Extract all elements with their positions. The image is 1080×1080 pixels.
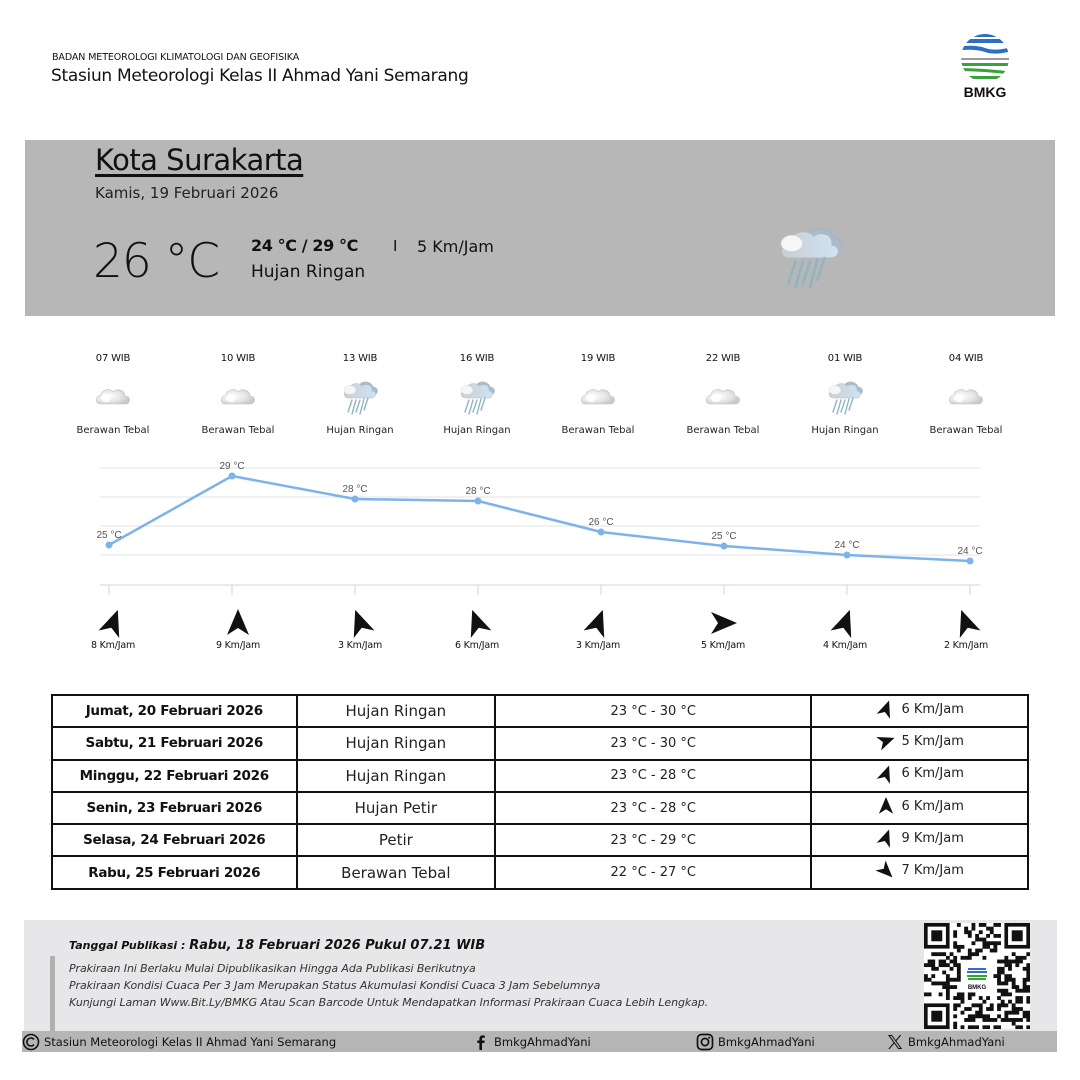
wind-item xyxy=(305,606,415,651)
wind-speed: 3 Km/Jam xyxy=(337,640,383,651)
cloud-icon xyxy=(944,376,988,420)
chart-point xyxy=(229,473,236,480)
day-wind-speed: 5 Km/Jam xyxy=(901,733,964,749)
day-date: Rabu, 25 Februari 2026 xyxy=(52,856,297,888)
day-condition: Hujan Ringan xyxy=(297,727,496,759)
day-wind-speed: 6 Km/Jam xyxy=(901,798,964,814)
chart-point xyxy=(967,558,974,565)
bmkg-logo-icon xyxy=(955,34,1015,84)
day-temperature: 22 °C - 27 °C xyxy=(495,856,811,888)
day-condition: Berawan Tebal xyxy=(297,856,496,888)
hourly-item xyxy=(417,353,537,436)
wind-direction-arrow-icon xyxy=(872,824,900,852)
separator: I xyxy=(393,237,398,255)
day-wind xyxy=(811,856,1028,888)
cloud-icon xyxy=(576,376,620,420)
wind-item xyxy=(668,606,778,651)
day-condition: Hujan Ringan xyxy=(297,695,496,727)
wind-direction-arrow-icon xyxy=(338,601,382,645)
table-row xyxy=(52,792,1028,824)
facebook-handle: BmkgAhmadYani xyxy=(494,1035,591,1049)
wind-speed: 3 Km/Jam xyxy=(575,640,621,651)
rain-cloud-icon xyxy=(455,376,499,420)
wind-speed: 9 Km/Jam xyxy=(215,640,261,651)
cloud-icon xyxy=(216,376,260,420)
wind-direction-arrow-icon xyxy=(91,601,135,645)
wind-direction-arrow-icon xyxy=(872,760,900,788)
bottom-bar xyxy=(22,1031,1057,1052)
table-row xyxy=(52,727,1028,759)
bmkg-logo-text: BMKG xyxy=(963,84,1007,100)
day-wind-speed: 6 Km/Jam xyxy=(901,701,964,717)
copyright-text: Stasiun Meteorologi Kelas II Ahmad Yani Semarang xyxy=(44,1035,337,1049)
day-wind xyxy=(811,792,1028,824)
wind-direction-arrow-icon xyxy=(872,695,900,723)
chart-point xyxy=(106,542,113,549)
chart-point xyxy=(721,543,728,550)
hour-condition: Berawan Tebal xyxy=(201,425,275,436)
hour-condition: Hujan Ringan xyxy=(811,425,879,436)
hourly-item xyxy=(538,353,658,436)
day-wind-speed: 6 Km/Jam xyxy=(901,766,964,782)
day-condition: Hujan Petir xyxy=(297,792,496,824)
x-handle: BmkgAhmadYani xyxy=(908,1035,1005,1049)
publication-date xyxy=(69,938,485,953)
x-link[interactable] xyxy=(886,1033,1005,1051)
day-wind-speed: 7 Km/Jam xyxy=(901,863,964,879)
x-icon xyxy=(886,1033,904,1051)
hour-condition: Berawan Tebal xyxy=(561,425,635,436)
wind-speed: 5 Km/Jam xyxy=(700,640,746,651)
day-temperature: 23 °C - 28 °C xyxy=(495,792,811,824)
wind-direction-arrow-icon xyxy=(944,601,988,645)
chart-point xyxy=(475,498,482,505)
rain-cloud-icon xyxy=(338,376,382,420)
current-wind-speed: 5 Km/Jam xyxy=(417,237,494,256)
day-temperature: 23 °C - 30 °C xyxy=(495,695,811,727)
city-name: Kota Surakarta xyxy=(95,143,304,177)
current-weather-panel xyxy=(25,140,1055,316)
hour-time: 16 WIB xyxy=(459,353,495,364)
hourly-item xyxy=(663,353,783,436)
wind-speed: 4 Km/Jam xyxy=(822,640,868,651)
chart-point xyxy=(352,496,359,503)
instagram-link[interactable] xyxy=(696,1033,815,1051)
copyright-icon xyxy=(22,1033,40,1051)
chart-point-label: 25 °C xyxy=(711,531,737,542)
cloud-icon xyxy=(91,376,135,420)
wind-item xyxy=(58,606,168,651)
chart-point-label: 26 °C xyxy=(588,517,614,528)
wind-direction-arrow-icon xyxy=(706,606,740,640)
facebook-icon xyxy=(472,1033,490,1051)
wind-item xyxy=(911,606,1021,651)
current-temperature: 26 °C xyxy=(93,234,220,289)
hour-condition: Hujan Ringan xyxy=(326,425,394,436)
hour-time: 19 WIB xyxy=(580,353,616,364)
chart-point-label: 24 °C xyxy=(834,540,860,551)
wind-speed: 8 Km/Jam xyxy=(90,640,136,651)
hour-time: 04 WIB xyxy=(948,353,984,364)
wind-direction-arrow-icon xyxy=(875,795,897,817)
day-temperature: 23 °C - 29 °C xyxy=(495,824,811,856)
day-date: Selasa, 24 Februari 2026 xyxy=(52,824,297,856)
day-condition: Petir xyxy=(297,824,496,856)
wind-direction-arrow-icon xyxy=(221,606,255,640)
wind-item xyxy=(543,606,653,651)
wind-item xyxy=(790,606,900,651)
org-name: BADAN METEOROLOGI KLIMATOLOGI DAN GEOFISIKA xyxy=(52,52,300,63)
hour-time: 13 WIB xyxy=(342,353,378,364)
wind-item xyxy=(183,606,293,651)
temperature-line-chart xyxy=(90,455,990,595)
footer-accent-bar xyxy=(50,956,55,1031)
hourly-item xyxy=(53,353,173,436)
hourly-item xyxy=(906,353,1026,436)
day-temperature: 23 °C - 28 °C xyxy=(495,760,811,792)
footer-note-3: Kunjungi Laman Www.Bit.Ly/BMKG Atau Scan Barcode Untuk Mendapatkan Informasi Prakiraan Cuaca Lebih Lengkap. xyxy=(69,996,709,1009)
hourly-item xyxy=(300,353,420,436)
facebook-link[interactable] xyxy=(472,1033,591,1051)
wind-speed: 6 Km/Jam xyxy=(454,640,500,651)
day-wind xyxy=(811,695,1028,727)
daily-forecast-table xyxy=(51,694,1029,890)
qr-code[interactable] xyxy=(924,923,1030,1029)
day-wind-speed: 9 Km/Jam xyxy=(901,830,964,846)
hour-condition: Berawan Tebal xyxy=(929,425,1003,436)
day-wind xyxy=(811,760,1028,792)
chart-point-label: 29 °C xyxy=(219,461,245,472)
table-row xyxy=(52,824,1028,856)
table-row xyxy=(52,856,1028,888)
wind-direction-arrow-icon xyxy=(576,601,620,645)
rain-cloud-icon xyxy=(765,218,855,298)
footer-note-1: Prakiraan Ini Berlaku Mulai Dipublikasikan Hingga Ada Publikasi Berikutnya xyxy=(69,962,476,975)
cloud-icon xyxy=(701,376,745,420)
chart-point xyxy=(598,529,605,536)
day-date: Jumat, 20 Februari 2026 xyxy=(52,695,297,727)
chart-point-label: 24 °C xyxy=(957,546,983,557)
day-date: Sabtu, 21 Februari 2026 xyxy=(52,727,297,759)
hour-condition: Berawan Tebal xyxy=(76,425,150,436)
wind-direction-arrow-icon xyxy=(871,855,902,886)
day-wind xyxy=(811,824,1028,856)
hour-time: 22 WIB xyxy=(705,353,741,364)
chart-point-label: 28 °C xyxy=(342,484,368,495)
wind-direction-arrow-icon xyxy=(823,601,867,645)
current-date: Kamis, 19 Februari 2026 xyxy=(95,184,279,202)
hourly-item xyxy=(178,353,298,436)
hour-condition: Berawan Tebal xyxy=(686,425,760,436)
hour-time: 07 WIB xyxy=(95,353,131,364)
table-row xyxy=(52,695,1028,727)
temperature-range: 24 °C / 29 °C xyxy=(251,236,358,255)
hour-time: 10 WIB xyxy=(220,353,256,364)
footer-note-2: Prakiraan Kondisi Cuaca Per 3 Jam Merupakan Status Akumulasi Kondisi Cuaca 3 Jam Sebelumnya xyxy=(69,979,601,992)
wind-direction-arrow-icon xyxy=(872,727,900,755)
day-date: Senin, 23 Februari 2026 xyxy=(52,792,297,824)
hour-time: 01 WIB xyxy=(827,353,863,364)
publication-value: Rabu, 18 Februari 2026 Pukul 07.21 WIB xyxy=(189,938,486,953)
qr-logo-text: BMKG xyxy=(967,985,987,991)
chart-point-label: 25 °C xyxy=(96,530,122,541)
rain-cloud-icon xyxy=(823,376,867,420)
footer-info-panel xyxy=(24,920,1057,1031)
publication-label: Tanggal Publikasi : xyxy=(69,939,190,952)
bmkg-logo xyxy=(955,34,1015,102)
wind-direction-arrow-icon xyxy=(455,601,499,645)
wind-speed: 2 Km/Jam xyxy=(943,640,989,651)
chart-point-label: 28 °C xyxy=(465,486,491,497)
station-name: Stasiun Meteorologi Kelas II Ahmad Yani Semarang xyxy=(51,66,469,86)
wind-item xyxy=(422,606,532,651)
day-date: Minggu, 22 Februari 2026 xyxy=(52,760,297,792)
hour-condition: Hujan Ringan xyxy=(443,425,511,436)
copyright xyxy=(22,1033,336,1051)
table-row xyxy=(52,760,1028,792)
instagram-icon xyxy=(696,1033,714,1051)
day-wind xyxy=(811,727,1028,759)
day-condition: Hujan Ringan xyxy=(297,760,496,792)
instagram-handle: BmkgAhmadYani xyxy=(718,1035,815,1049)
day-temperature: 23 °C - 30 °C xyxy=(495,727,811,759)
hourly-item xyxy=(785,353,905,436)
chart-point xyxy=(844,552,851,559)
current-condition: Hujan Ringan xyxy=(251,262,366,282)
